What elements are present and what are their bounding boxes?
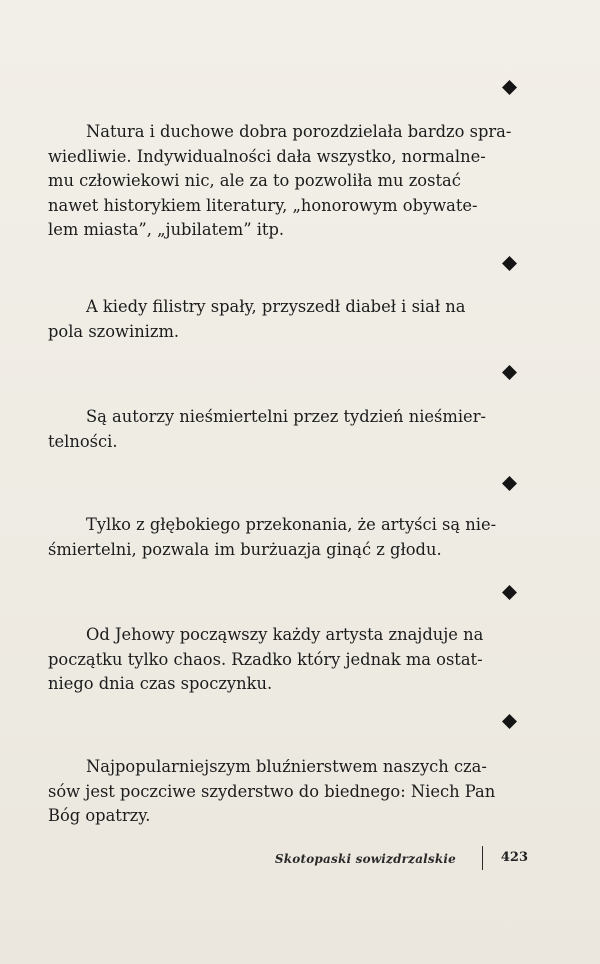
footer-divider [482, 846, 483, 870]
text-line: Od Jehowy począwszy każdy artysta znajduje na [86, 625, 484, 644]
text-line: sów jest poczciwe szyderstwo do biednego: Niech Pan [48, 781, 496, 801]
diamond-icon [502, 365, 517, 380]
aphorism-text [48, 120, 528, 243]
text-line: nawet historykiem literatury, „honorowym obywate- [48, 195, 478, 215]
text-line: początku tylko chaos. Rzadko który jednak ma ostat- [48, 649, 483, 669]
text-line: mu człowiekowi nic, ale za to pozwoliła mu zostać [48, 171, 461, 190]
text-line: Bóg opatrzy. [48, 806, 151, 825]
diamond-icon [502, 714, 517, 729]
text-line: wiedliwie. Indywidualności dała wszystko, normalne- [48, 146, 486, 166]
running-footer [48, 842, 528, 872]
text-line: Tylko z głębokiego przekonania, że artyści są nie- [86, 515, 497, 534]
text-line: Natura i duchowe dobra porozdzielała bardzo spra- [86, 122, 512, 141]
aphorism-text [48, 295, 528, 344]
text-line: Najpopularniejszym bluźnierstwem naszych cza- [86, 757, 487, 776]
book-title: Skotopaski sowizdrzalskie [274, 852, 456, 866]
text-line: Są autorzy nieśmiertelni przez tydzień nieśmier- [86, 407, 486, 426]
text-line: pola szowinizm. [48, 321, 180, 341]
text-line: lem miasta”, „jubilatem” itp. [48, 220, 285, 239]
diamond-icon [502, 585, 517, 600]
text-line: telności. [48, 431, 118, 451]
aphorism-text [48, 405, 528, 454]
text-line: A kiedy filistry spały, przyszedł diabeł i siał na [86, 297, 466, 316]
diamond-icon [502, 476, 517, 491]
aphorism-text [48, 513, 528, 562]
aphorism-text [48, 755, 528, 829]
diamond-icon [502, 256, 517, 271]
diamond-icon [502, 80, 517, 95]
page-number: 423 [500, 850, 528, 865]
aphorism-text [48, 623, 528, 697]
text-line: niego dnia czas spoczynku. [48, 674, 273, 693]
text-line: śmiertelni, pozwala im burżuazja ginąć z głodu. [48, 539, 442, 559]
